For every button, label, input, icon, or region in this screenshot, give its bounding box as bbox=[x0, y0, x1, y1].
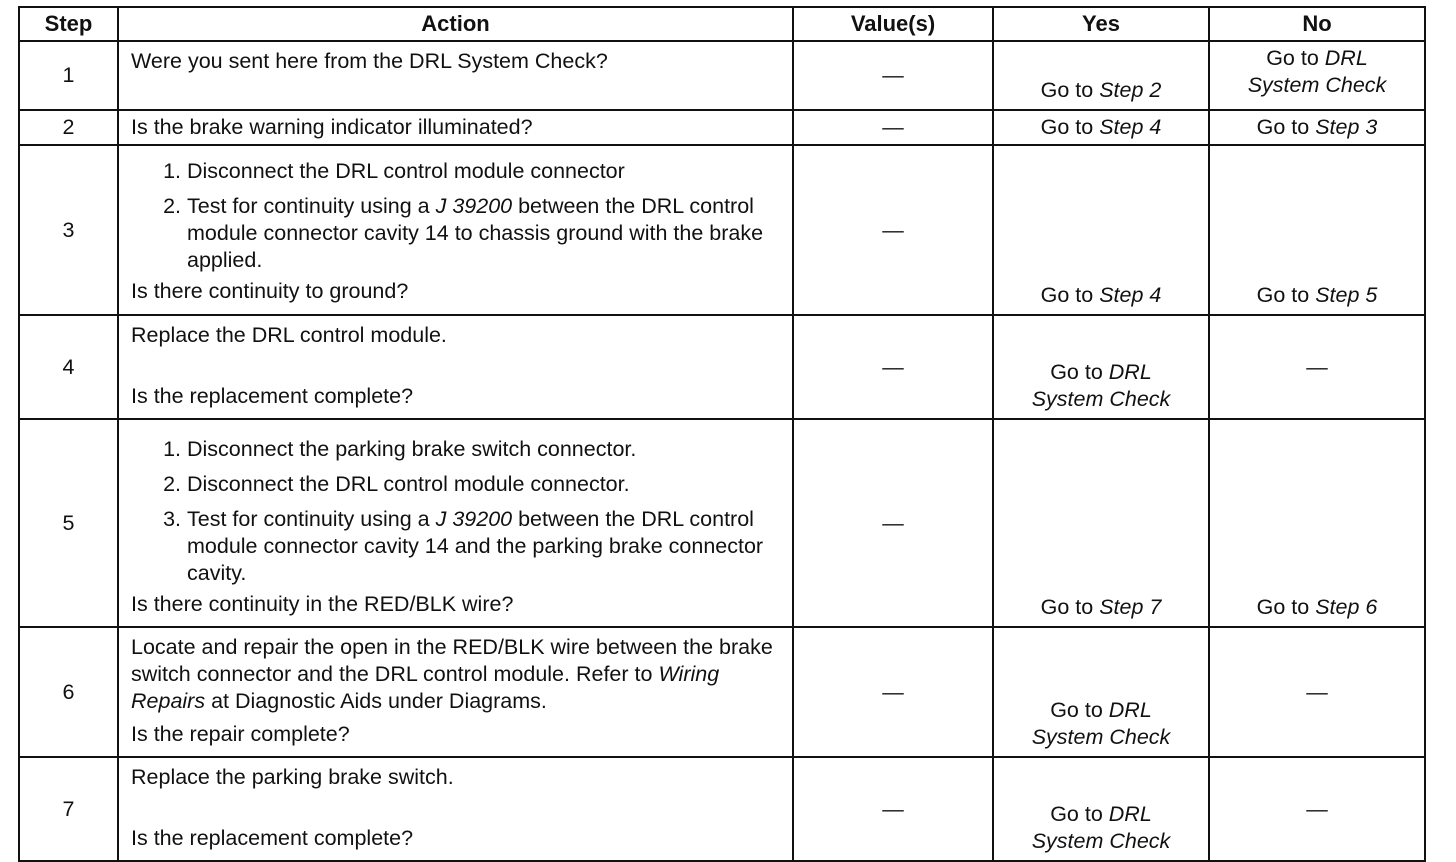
yes-cell bbox=[993, 757, 1209, 861]
value-cell: — bbox=[793, 419, 993, 627]
action-step-item: 1. Disconnect the parking brake switch connector. bbox=[187, 436, 780, 463]
header-values: Value(s) bbox=[793, 7, 993, 41]
step-number: 3 bbox=[19, 145, 118, 315]
action-cell bbox=[118, 315, 793, 419]
yes-prefix: Go to bbox=[1040, 283, 1094, 307]
yes-target: Step 4 bbox=[1099, 283, 1162, 307]
no-cell bbox=[1209, 41, 1425, 110]
yes-target: Step 4 bbox=[1099, 115, 1162, 139]
no-cell bbox=[1209, 419, 1425, 627]
yes-prefix: Go to bbox=[1040, 78, 1094, 102]
no-prefix: Go to bbox=[1256, 115, 1310, 139]
action-cell bbox=[118, 41, 793, 110]
no-target: Step 5 bbox=[1315, 283, 1378, 307]
action-cell bbox=[118, 419, 793, 627]
yes-prefix: Go to bbox=[1050, 802, 1103, 826]
yes-target-line1: DRL bbox=[1108, 360, 1152, 384]
action-cell bbox=[118, 757, 793, 861]
no-prefix: Go to bbox=[1256, 595, 1310, 619]
action-question: Is the replacement complete? bbox=[131, 384, 414, 408]
no-cell: — bbox=[1209, 627, 1425, 757]
no-prefix: Go to bbox=[1256, 283, 1310, 307]
no-cell bbox=[1209, 145, 1425, 315]
yes-prefix: Go to bbox=[1050, 698, 1103, 722]
value-cell: — bbox=[793, 315, 993, 419]
step-number: 6 bbox=[19, 627, 118, 757]
action-question: Is there continuity in the RED/BLK wire? bbox=[131, 592, 514, 616]
yes-target: Step 7 bbox=[1099, 595, 1162, 619]
action-steps bbox=[131, 158, 780, 274]
action-question: Is the brake warning indicator illuminated? bbox=[131, 115, 533, 139]
step-number: 1 bbox=[19, 41, 118, 110]
no-cell: — bbox=[1209, 315, 1425, 419]
yes-cell bbox=[993, 627, 1209, 757]
table-row bbox=[19, 145, 1425, 315]
action-cell bbox=[118, 627, 793, 757]
action-cell bbox=[118, 145, 793, 315]
header-row bbox=[19, 7, 1425, 41]
yes-target: Step 2 bbox=[1099, 78, 1162, 102]
action-question: Is the replacement complete? bbox=[131, 826, 414, 850]
no-target: Step 6 bbox=[1315, 595, 1378, 619]
table-row bbox=[19, 315, 1425, 419]
value-cell: — bbox=[793, 41, 993, 110]
yes-target-line1: DRL bbox=[1108, 698, 1152, 722]
diagnostic-table bbox=[18, 6, 1426, 862]
step-number: 5 bbox=[19, 419, 118, 627]
value-cell: — bbox=[793, 110, 993, 145]
action-instruction: Replace the DRL control module. bbox=[131, 323, 447, 347]
yes-prefix: Go to bbox=[1040, 595, 1094, 619]
yes-target-line1: DRL bbox=[1108, 802, 1152, 826]
value-cell: — bbox=[793, 757, 993, 861]
table-row bbox=[19, 419, 1425, 627]
yes-prefix: Go to bbox=[1040, 115, 1094, 139]
table-row bbox=[19, 41, 1425, 110]
header-no: No bbox=[1209, 7, 1425, 41]
table-row bbox=[19, 627, 1425, 757]
no-target-line2: System Check bbox=[1247, 73, 1387, 97]
table-row bbox=[19, 757, 1425, 861]
action-step-item: 1. Disconnect the DRL control module connector bbox=[187, 158, 780, 185]
no-cell: — bbox=[1209, 757, 1425, 861]
action-cell bbox=[118, 110, 793, 145]
step-number: 4 bbox=[19, 315, 118, 419]
no-cell bbox=[1209, 110, 1425, 145]
action-instruction: Replace the parking brake switch. bbox=[131, 765, 454, 789]
yes-cell bbox=[993, 315, 1209, 419]
yes-cell bbox=[993, 419, 1209, 627]
action-question: Were you sent here from the DRL System Check? bbox=[131, 49, 608, 73]
table-row bbox=[19, 110, 1425, 145]
yes-target-line2: System Check bbox=[1031, 829, 1171, 853]
no-prefix: Go to bbox=[1266, 46, 1319, 70]
step-number: 2 bbox=[19, 110, 118, 145]
value-cell: — bbox=[793, 627, 993, 757]
header-yes: Yes bbox=[993, 7, 1209, 41]
header-step: Step bbox=[19, 7, 118, 41]
tool-name: J 39200 bbox=[435, 507, 513, 531]
yes-prefix: Go to bbox=[1050, 360, 1103, 384]
action-instruction: Locate and repair the open in the RED/BLK wire between the brake switch connector and the DRL control module. Refer to Wiring Repairs at Diagnostic Aids under Diagrams. bbox=[131, 635, 773, 713]
action-steps bbox=[131, 436, 780, 587]
action-step-item: 3. Test for continuity using a J 39200 between the DRL control module connector cavity 14 and the parking brake connector cavity. bbox=[187, 506, 780, 587]
action-question: Is there continuity to ground? bbox=[131, 279, 409, 303]
header-action: Action bbox=[118, 7, 793, 41]
yes-target-line2: System Check bbox=[1031, 725, 1171, 749]
action-step-item: 2. Test for continuity using a J 39200 between the DRL control module connector cavity 14 to chassis ground with the brake applied. bbox=[187, 193, 780, 274]
yes-cell bbox=[993, 41, 1209, 110]
tool-name: J 39200 bbox=[435, 194, 513, 218]
yes-cell bbox=[993, 145, 1209, 315]
yes-cell bbox=[993, 110, 1209, 145]
yes-target-line2: System Check bbox=[1031, 387, 1171, 411]
no-target: Step 3 bbox=[1315, 115, 1378, 139]
action-question: Is the repair complete? bbox=[131, 722, 350, 746]
step-number: 7 bbox=[19, 757, 118, 861]
no-target-line1: DRL bbox=[1324, 46, 1368, 70]
value-cell: — bbox=[793, 145, 993, 315]
reference-title: Wiring Repairs bbox=[131, 662, 720, 713]
action-step-item: 2. Disconnect the DRL control module connector. bbox=[187, 471, 780, 498]
